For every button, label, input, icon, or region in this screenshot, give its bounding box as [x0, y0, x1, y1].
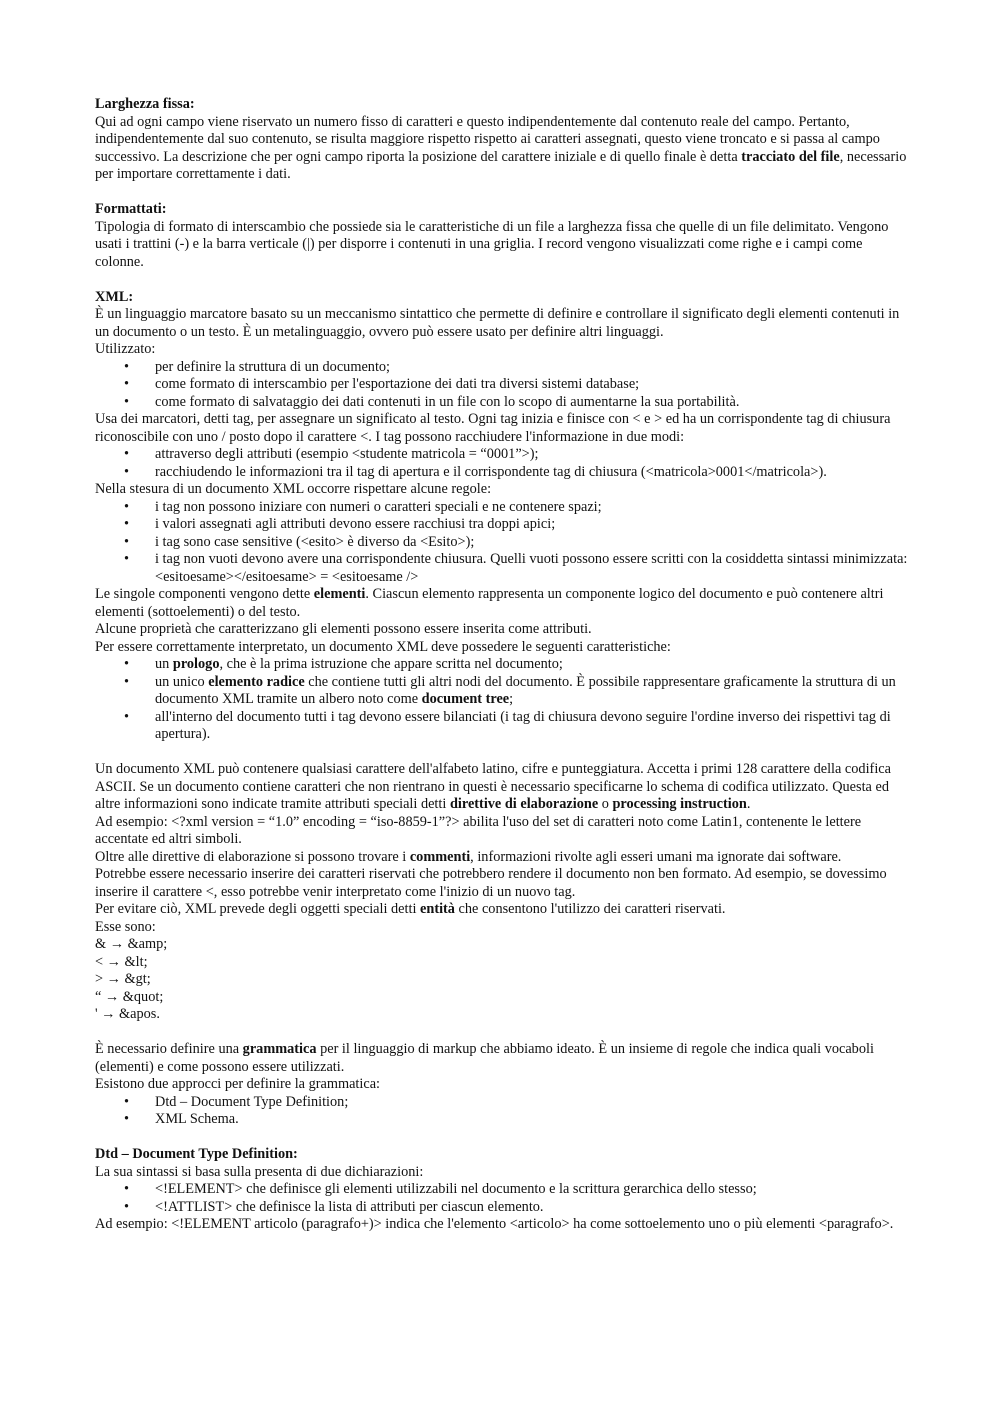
paragraph-entita: Per evitare ciò, XML prevede degli oggetti speciali detti entità che consentono l'utilizzo dei caratteri riservati. — [95, 901, 726, 917]
list-xml-uses — [95, 359, 910, 412]
entity-line: < → &lt; — [95, 953, 148, 970]
list-grammar-approaches — [95, 1094, 910, 1129]
bold-term: tracciato del file — [741, 148, 840, 165]
list-item: • per definire la struttura di un documento; — [95, 359, 910, 377]
bold-term: prologo — [172, 656, 220, 672]
paragraph-componenti: Le singole componenti vengono dette elementi. Ciascun elemento rappresenta un componente logico del documento e può contenere altri elementi (sottoelementi) o del testo. — [95, 586, 884, 620]
bold-term: processing instruction — [612, 796, 747, 812]
paragraph-reserved-chars: Potrebbe essere necessario inserire dei caratteri riservati che potrebbero rendere il documento non ben formato. Ad esempio, se dovessimo inserire il carattere <, esso potrebbe venir interpretato come l'inizio di un nuovo tag. — [95, 866, 887, 900]
entity-line: & → &amp; — [95, 936, 168, 952]
paragraph-proprieta: Alcune proprietà che caratterizzano gli elementi possono essere inserita come attributi. — [95, 621, 592, 637]
bold-term: grammatica — [242, 1041, 317, 1057]
list-dtd-declarations — [95, 1181, 910, 1216]
paragraph-charset: Un documento XML può contenere qualsiasi carattere dell'alfabeto latino, cifre e punteggiatura. Accetta i primi 128 carattere della codifica ASCII. Se un documento contiene caratteri che non rientrano in questi è necessario specificarne lo schema di codifica utilizzato. Questa ed altre informazioni sono indicate tramite attributi speciali detti direttive di elaborazione o processing instruction. — [95, 761, 891, 812]
bold-term: document tree — [421, 691, 510, 707]
list-item: • attraverso degli attributi (esempio <studente matricola = “0001”>); — [95, 446, 910, 464]
list-item: • i tag sono case sensitive (<esito> è diverso da <Esito>); — [95, 534, 910, 552]
bold-term: entità — [420, 901, 455, 917]
list-item: • racchiudendo le informazioni tra il tag di apertura e il corrispondente tag di chiusura (<matricola>0001</matricola>). — [95, 464, 910, 482]
rule-example: <esitoesame></esitoesame> = <esitoesame /> — [155, 568, 419, 585]
paragraph-utilizzato: Utilizzato: — [95, 341, 156, 357]
paragraph-xml-intro: È un linguaggio marcatore basato su un meccanismo sintattico che permette di definire e controllare il significato degli elementi contenuti in un documento o un testo. È un metalinguaggio, ovvero può essere usato per definire altri linguaggi. — [95, 306, 900, 340]
paragraph-commenti: Oltre alle direttive di elaborazione si possono trovare i commenti, informazioni rivolte agli esseri umani ma ignorate dai software. — [95, 848, 842, 865]
document-page — [95, 96, 910, 1234]
paragraph-stesura: Nella stesura di un documento XML occorre rispettare alcune regole: — [95, 481, 492, 497]
paragraph-formattati: Tipologia di formato di interscambio che possiede sia le caratteristiche di un file a larghezza fissa che quelle di un file delimitato. Vengono usati i trattini (-) e la barra verticale (|) per disporre i contenuti in una griglia. I record vengono visualizzati come righe e i campi come colonne. — [95, 218, 889, 270]
bold-term: direttive di elaborazione — [449, 796, 599, 812]
list-item: • all'interno del documento tutti i tag devono essere bilanciati (i tag di chiusura devono seguire l'ordine inverso dei rispettivi tag di apertura). — [95, 709, 910, 744]
bold-term: commenti — [409, 848, 471, 865]
spacer — [95, 744, 910, 762]
list-item: • un prologo, che è la prima istruzione che appare scritta nel documento; — [95, 656, 910, 674]
entity-line: ' → &apos. — [95, 1006, 160, 1022]
heading-xml: XML: — [95, 288, 134, 305]
spacer — [95, 184, 910, 202]
entity-line: > → &gt; — [95, 971, 151, 987]
paragraph-interpretato: Per essere correttamente interpretato, un documento XML deve possedere le seguenti caratteristiche: — [95, 638, 671, 655]
paragraph-encoding-example: Ad esempio: <?xml version = “1.0” encoding = “iso-8859-1”?> abilita l'uso del set di caratteri noto come Latin1, contenente le lettere accentate ed altri simboli. — [95, 813, 862, 847]
list-item: • i tag non possono iniziare con numeri o caratteri speciali e ne contenere spazi; — [95, 499, 910, 517]
bold-term: elemento radice — [208, 673, 305, 690]
list-item: • XML Schema. — [95, 1111, 910, 1129]
heading-larghezza-fissa: Larghezza fissa: — [95, 96, 195, 112]
list-item: • Dtd – Document Type Definition; — [95, 1094, 910, 1112]
paragraph-approcci: Esistono due approcci per definire la grammatica: — [95, 1076, 381, 1092]
paragraph-grammatica: È necessario definire una grammatica per il linguaggio di markup che abbiamo ideato. È un insieme di regole che indica quali vocaboli (elementi) e come possono essere utilizzati. — [95, 1041, 874, 1075]
list-xml-rules — [95, 499, 910, 587]
entity-line: “ → &quot; — [95, 988, 164, 1005]
list-xml-characteristics — [95, 656, 910, 744]
paragraph-marcatori: Usa dei marcatori, detti tag, per assegnare un significato al testo. Ogni tag inizia e finisce con < e > ed ha un corrispondente tag di chiusura riconoscibile con uno / posto dopo il carattere <. I tag possono racchiudere l'informazione in due modi: — [95, 411, 891, 445]
paragraph-larghezza-fissa: Qui ad ogni campo viene riservato un numero fisso di caratteri e questo indipendentemente dal contenuto reale del campo. Pertanto, indipendentemente dal suo contenuto, se risulta maggiore rispetto rispetto ai caratteri assegnati, questo viene troncato e si passa al campo successivo. La descrizione che per ogni campo riporta la posizione del carattere iniziale e di quello finale è detta tracciato del file, necessario per importare correttamente i dati. — [95, 113, 907, 182]
list-item: • i tag non vuoti devono avere una corrispondente chiusura. Quelli vuoti possono essere scritti con la cosiddetta sintassi minimizzata: <esitoesame></esitoesame> = <esitoesame /> — [95, 551, 910, 586]
list-item: • come formato di interscambio per l'esportazione dei dati tra diversi sistemi database; — [95, 376, 910, 394]
list-item: • <!ATTLIST> che definisce la lista di attributi per ciascun elemento. — [95, 1199, 910, 1217]
paragraph-dtd-example: Ad esempio: <!ELEMENT articolo (paragrafo+)> indica che l'elemento <articolo> ha come sottoelemento uno o più elementi <paragrafo>. — [95, 1216, 894, 1232]
heading-formattati: Formattati: — [95, 201, 167, 217]
spacer — [95, 1024, 910, 1042]
spacer — [95, 1129, 910, 1147]
list-item: • <!ELEMENT> che definisce gli elementi utilizzabili nel documento e la scrittura gerarchica dello stesso; — [95, 1181, 910, 1199]
paragraph-esse-sono: Esse sono: — [95, 918, 156, 935]
list-item: • come formato di salvataggio dei dati contenuti in un file con lo scopo di aumentarne la sua portabilità. — [95, 394, 910, 412]
bold-term: elementi — [313, 586, 366, 602]
list-tag-modes — [95, 446, 910, 481]
heading-dtd: Dtd – Document Type Definition: — [95, 1146, 298, 1162]
list-item: • i valori assegnati agli attributi devono essere racchiusi tra doppi apici; — [95, 516, 910, 534]
paragraph-dtd-intro: La sua sintassi si basa sulla presenta di due dichiarazioni: — [95, 1163, 424, 1180]
list-item: • un unico elemento radice che contiene tutti gli altri nodi del documento. È possibile rappresentare graficamente la struttura di un documento XML tramite un albero noto come document tree; — [95, 674, 910, 709]
spacer — [95, 271, 910, 289]
